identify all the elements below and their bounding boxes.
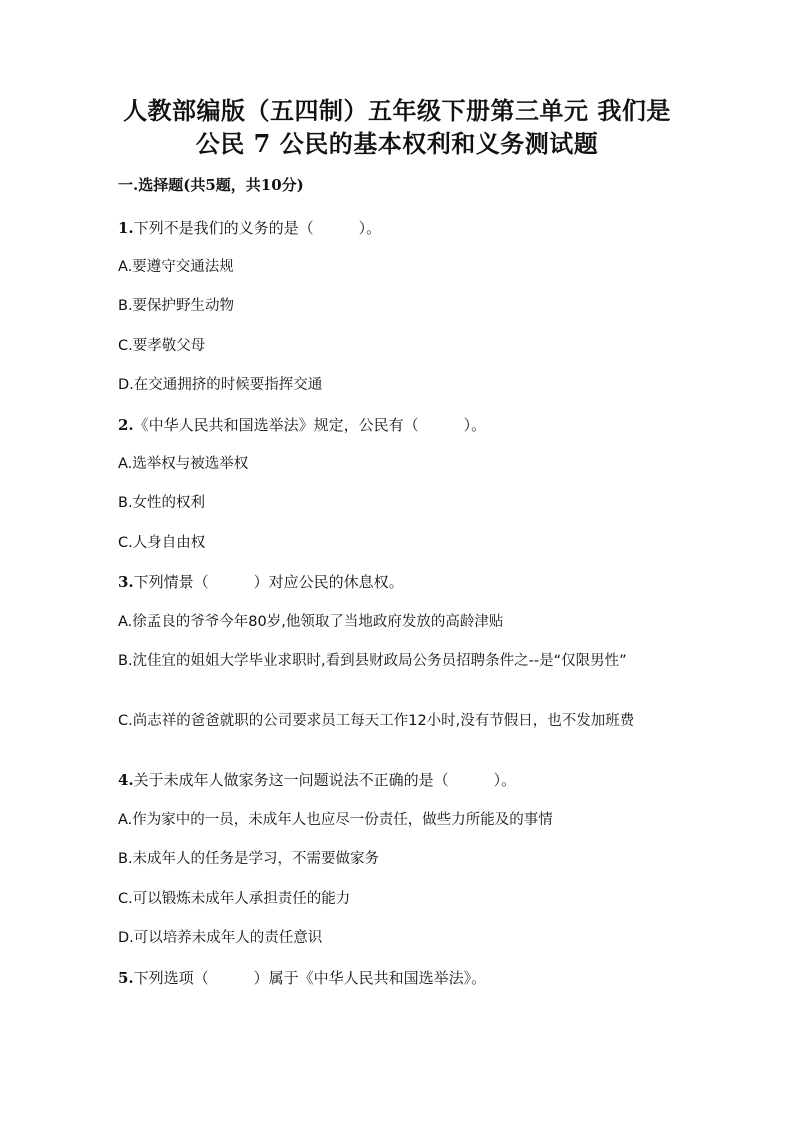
question-text: 《中华人民共和国选举法》规定，公民有（ ）。: [133, 416, 487, 434]
question-2: [118, 413, 678, 437]
question-4-option-a: A.作为家中的一员，未成年人也应尽一份责任，做些力所能及的事情: [118, 812, 553, 828]
question-3-option-c: C.尚志祥的爸爸就职的公司要求员工每天工作12小时,没有节假日，也不发加班费: [118, 713, 635, 729]
question-1-option-d: D.在交通拥挤的时候要指挥交通: [118, 377, 323, 393]
question-1-option-b: B.要保护野生动物: [118, 298, 235, 314]
question-text: 下列情景（ ）对应公民的休息权。: [133, 573, 404, 591]
question-1-option-c: C.要孝敬父母: [118, 338, 206, 354]
question-1: [118, 216, 678, 240]
question-text: 下列选项（ ）属于《中华人民共和国选举法》。: [133, 969, 487, 987]
question-number: 2.: [118, 416, 134, 434]
section-header: 一.选择题(共5题，共10分): [118, 176, 304, 194]
question-4-option-c: C.可以锻炼未成年人承担责任的能力: [118, 891, 351, 907]
question-5: [118, 966, 678, 990]
question-4-option-d: D.可以培养未成年人的责任意识: [118, 930, 323, 946]
question-number: 5.: [118, 969, 134, 987]
question-2-option-c: C.人身自由权: [118, 535, 206, 551]
question-text: 关于未成年人做家务这一问题说法不正确的是（ ）。: [133, 771, 517, 789]
question-2-option-a: A.选举权与被选举权: [118, 456, 249, 472]
question-4-option-b: B.未成年人的任务是学习，不需要做家务: [118, 851, 380, 867]
question-number: 4.: [118, 771, 134, 789]
question-3-option-b: B.沈佳宜的姐姐大学毕业求职时,看到县财政局公务员招聘条件之--是“仅限男性”: [118, 653, 627, 669]
question-1-option-a: A.要遵守交通法规: [118, 259, 234, 275]
question-3: [118, 570, 678, 594]
question-text: 下列不是我们的义务的是（ ）。: [133, 219, 382, 237]
question-4: [118, 768, 678, 792]
document-title-line-1: 人教部编版（五四制）五年级下册第三单元 我们是: [123, 96, 671, 125]
document-title-line-2: 公民 7 公民的基本权利和义务测试题: [195, 129, 599, 158]
question-2-option-b: B.女性的权利: [118, 495, 206, 511]
question-number: 3.: [118, 573, 134, 591]
question-3-option-a: A.徐孟良的爷爷今年80岁,他领取了当地政府发放的高龄津贴: [118, 614, 504, 630]
question-number: 1.: [118, 219, 134, 237]
